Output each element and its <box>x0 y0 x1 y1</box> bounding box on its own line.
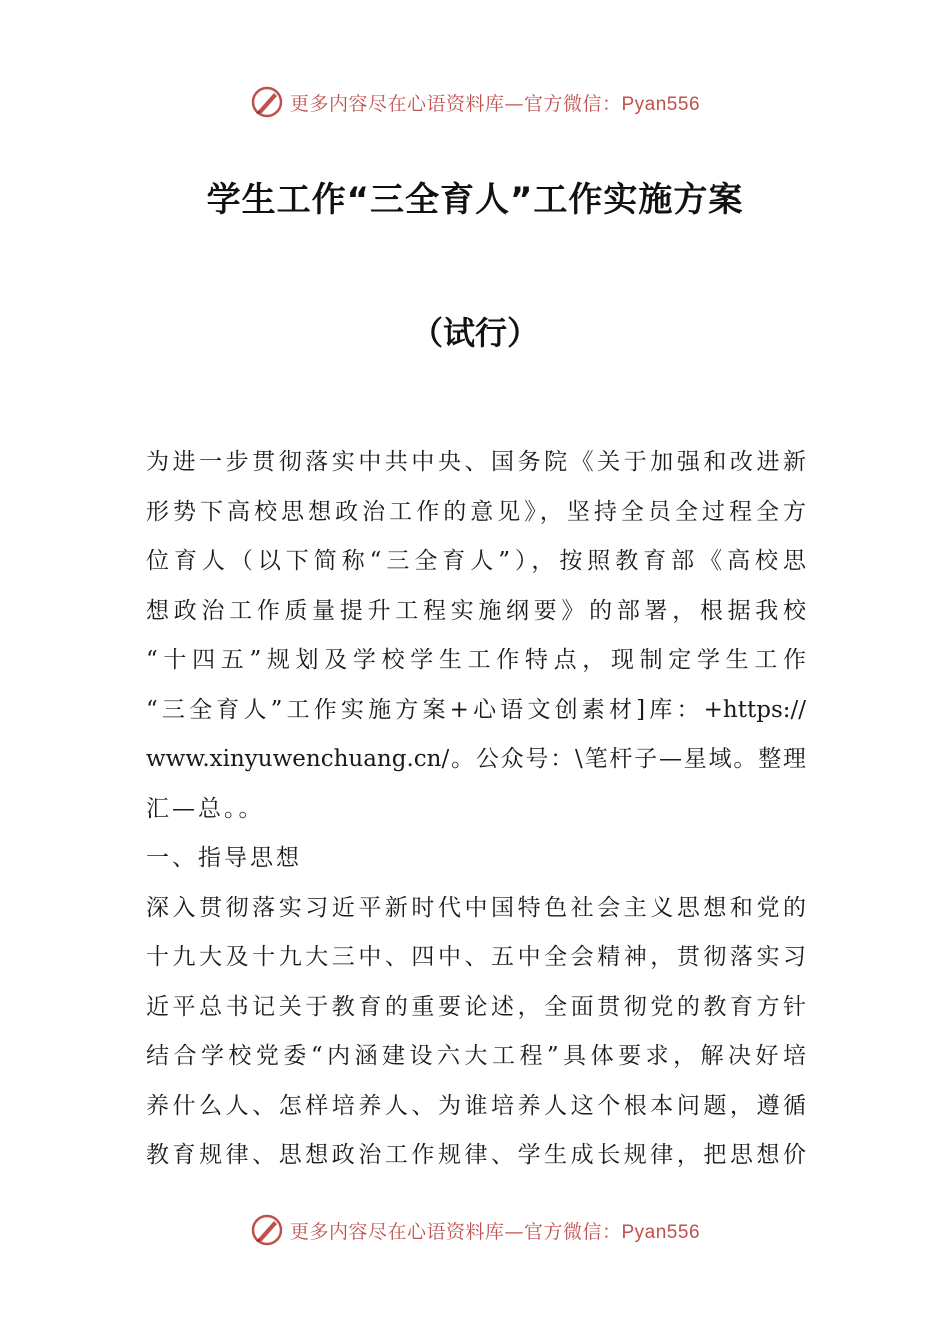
text-line: 养什么人、怎样培养人、为谁培养人这个根本问题，遵循 <box>146 1092 806 1119</box>
text-line: 近平总书记关于教育的重要论述，全面贯彻党的教育方针 <box>146 993 806 1020</box>
document-body <box>146 438 806 1181</box>
text-line: 一、指导思想 <box>146 845 302 871</box>
text-line: “十四五”规划及学校学生工作特点，现制定学生工作 <box>146 647 806 673</box>
pen-logo-icon <box>250 1213 284 1247</box>
document-title: 学生工作“三全育人”工作实施方案 <box>206 180 744 220</box>
text-line: 结合学校党委“内涵建设六大工程”具体要求，解决好培 <box>146 1043 806 1069</box>
text-line: 位育人（以下简称“三全育人”），按照教育部《高校思 <box>146 548 806 574</box>
document-subtitle: （试行） <box>410 314 539 352</box>
text-line: 汇—总。。 <box>146 795 265 822</box>
text-line: 形势下高校思想政治工作的意见》，坚持全员全过程全方 <box>146 498 806 525</box>
footer-watermark <box>0 1210 950 1250</box>
text-line: 十九大及十九大三中、四中、五中全会精神，贯彻落实习 <box>146 944 806 970</box>
text-line: www.xinyuwenchuang.cn/。公众号：\笔杆子—星域。整理 <box>146 746 806 772</box>
pen-logo-icon <box>250 85 284 119</box>
header-watermark <box>0 82 950 122</box>
watermark-text: 更多内容尽在心语资料库—官方微信：Pyan556 <box>289 1220 701 1243</box>
watermark-text: 更多内容尽在心语资料库—官方微信：Pyan556 <box>289 92 701 115</box>
text-line: 为进一步贯彻落实中共中央、国务院《关于加强和改进新 <box>146 449 806 475</box>
text-line: 深入贯彻落实习近平新时代中国特色社会主义思想和党的 <box>146 894 806 921</box>
text-line: 想政治工作质量提升工程实施纲要》的部署，根据我校 <box>146 597 806 624</box>
text-line: 教育规律、思想政治工作规律、学生成长规律，把思想价 <box>146 1142 806 1168</box>
text-line: “三全育人”工作实施方案+心语文创素材]库：+https:// <box>146 696 806 723</box>
